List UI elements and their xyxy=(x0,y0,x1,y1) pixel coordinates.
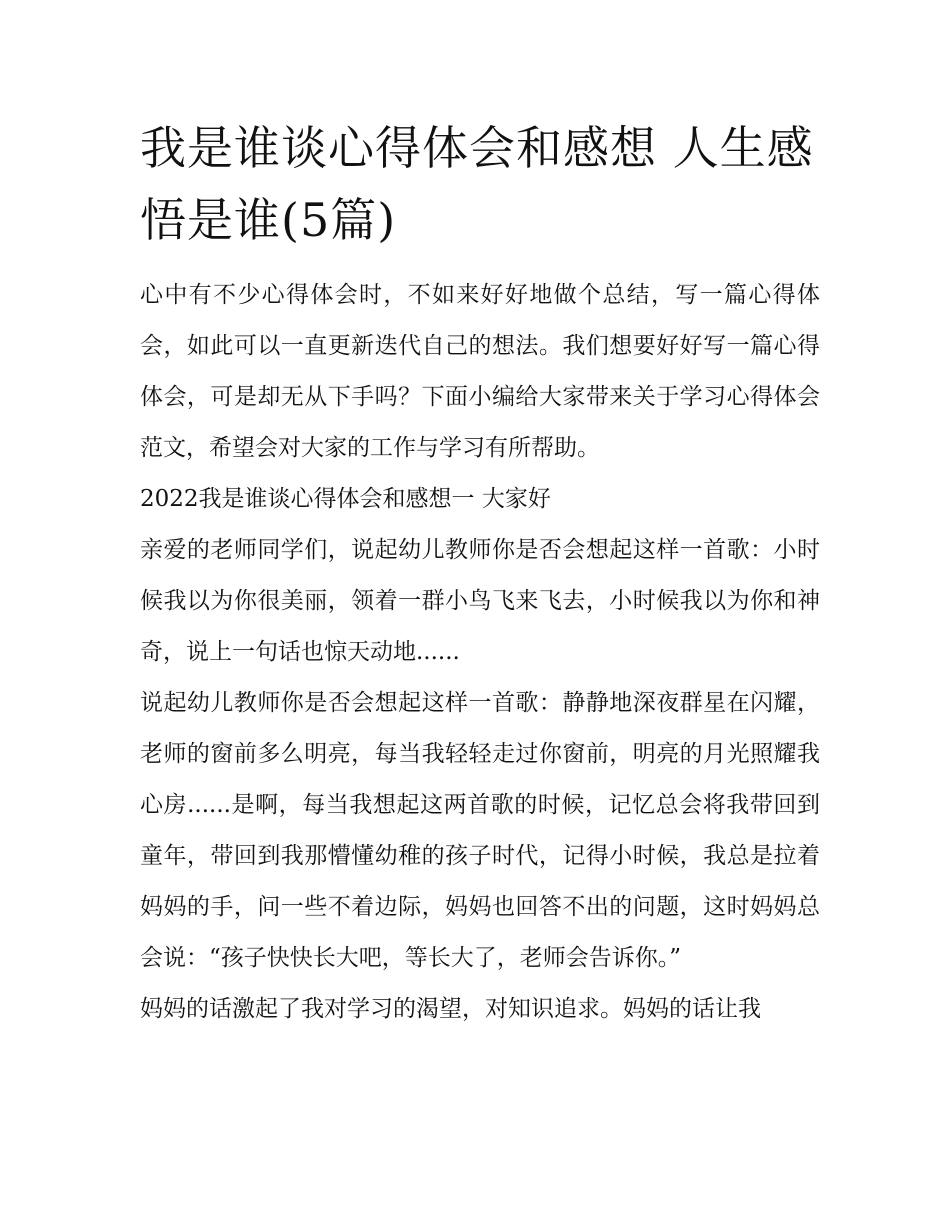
body-paragraph-2: 说起幼儿教师你是否会想起这样一首歌：静静地深夜群星在闪耀，老师的窗前多么明亮，每当我轻轻走过你窗前，明亮的月光照耀我心房......是啊，每当我想起这两首歌的时候，记忆总会将我带回到童年，带回到我那懵懂幼稚的孩子时代，记得小时候，我总是拉着妈妈的手，问一些不着边际，妈妈也回答不出的问题，这时妈妈总会说：“孩子快快长大吧，等长大了，老师会告诉你。” xyxy=(140,690,820,971)
section-heading: 2022我是谁谈心得体会和感想一 大家好 xyxy=(140,486,551,512)
document-page xyxy=(140,112,820,1035)
body-paragraph-3: 妈妈的话激起了我对学习的渴望，对知识追求。妈妈的话让我 xyxy=(140,996,761,1022)
intro-paragraph: 心中有不少心得体会时，不如来好好地做个总结，写一篇心得体会，如此可以一直更新迭代自己的想法。我们想要好好写一篇心得体会，可是却无从下手吗？下面小编给大家带来关于学习心得体会范文，希望会对大家的工作与学习有所帮助。 xyxy=(140,282,820,461)
body-paragraph-1: 亲爱的老师同学们，说起幼儿教师你是否会想起这样一首歌：小时候我以为你很美丽，领着一群小鸟飞来飞去，小时候我以为你和神奇，说上一句话也惊天动地...... xyxy=(140,537,820,665)
document-title: 我是谁谈心得体会和感想 人生感悟是谁(5篇) xyxy=(140,121,814,247)
